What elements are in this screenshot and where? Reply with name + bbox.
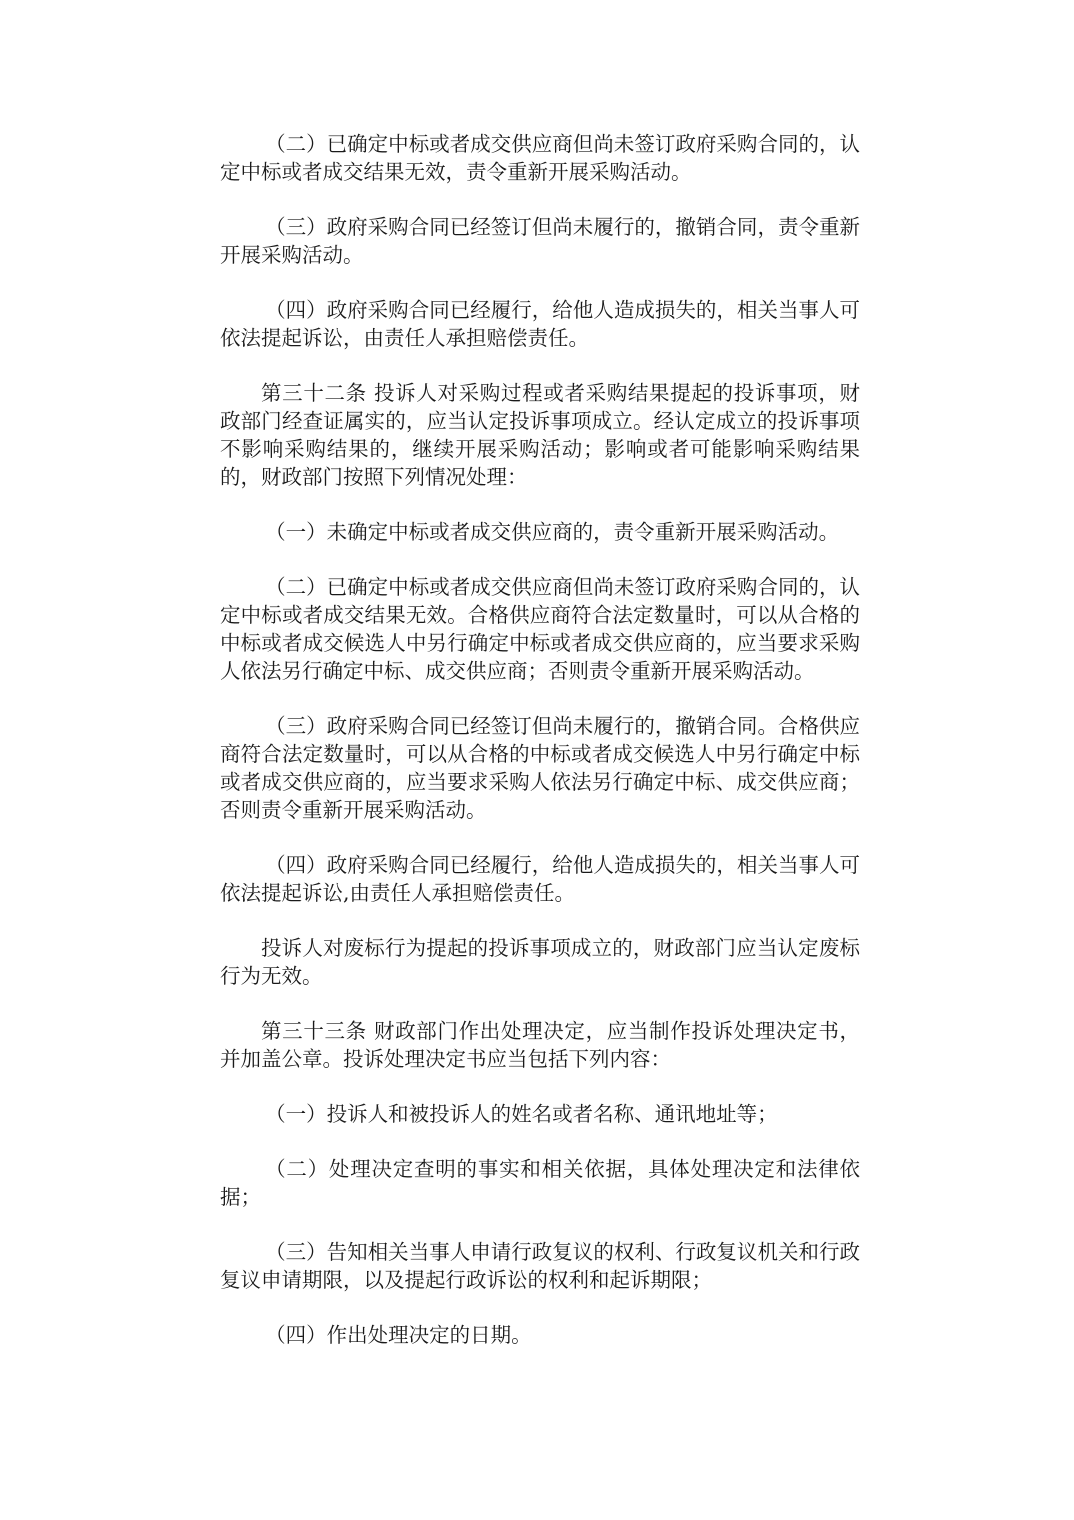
- paragraph-item: （一）投诉人和被投诉人的姓名或者名称、通讯地址等；: [265, 1102, 778, 1126]
- paragraph-text: 投诉人对废标行为提起的投诉事项成立的，财政部门应当认定废标行为无效。: [220, 936, 860, 988]
- paragraph-item: （三）告知相关当事人申请行政复议的权利、行政复议机关和行政复议申请期限，以及提起行政诉讼的权利和起诉期限；: [220, 1240, 860, 1292]
- paragraph-item: （三）政府采购合同已经签订但尚未履行的，撤销合同，责令重新开展采购活动。: [220, 215, 860, 267]
- paragraph-item: （三）政府采购合同已经签订但尚未履行的，撤销合同。合格供应商符合法定数量时，可以从合格的中标或者成交候选人中另行确定中标或者成交供应商的，应当要求采购人依法另行确定中标、成交供应商；否则责令重新开展采购活动。: [220, 714, 860, 822]
- paragraph-item: （二）处理决定查明的事实和相关依据，具体处理决定和法律依据；: [220, 1157, 860, 1209]
- paragraph-article-33: 第三十三条 财政部门作出处理决定，应当制作投诉处理决定书，并加盖公章。投诉处理决定书应当包括下列内容：: [220, 1019, 860, 1071]
- paragraph-item: （四）政府采购合同已经履行，给他人造成损失的，相关当事人可依法提起诉讼，由责任人承担赔偿责任。: [220, 298, 860, 350]
- document-body: [220, 130, 860, 1376]
- paragraph-item: （四）作出处理决定的日期。: [265, 1323, 532, 1347]
- paragraph-article-32: 第三十二条 投诉人对采购过程或者采购结果提起的投诉事项，财政部门经查证属实的，应当认定投诉事项成立。经认定成立的投诉事项不影响采购结果的，继续开展采购活动；影响或者可能影响采购结果的，财政部门按照下列情况处理：: [220, 381, 860, 489]
- paragraph-item: （一）未确定中标或者成交供应商的，责令重新开展采购活动。: [265, 520, 840, 544]
- paragraph-item: （二）已确定中标或者成交供应商但尚未签订政府采购合同的，认定中标或者成交结果无效，责令重新开展采购活动。: [220, 132, 860, 184]
- paragraph-item: （二）已确定中标或者成交供应商但尚未签订政府采购合同的，认定中标或者成交结果无效。合格供应商符合法定数量时，可以从合格的中标或者成交候选人中另行确定中标或者成交供应商的，应当要求采购人依法另行确定中标、成交供应商；否则责令重新开展采购活动。: [220, 575, 860, 683]
- paragraph-item: （四）政府采购合同已经履行，给他人造成损失的，相关当事人可依法提起诉讼,由责任人承担赔偿责任。: [220, 853, 860, 905]
